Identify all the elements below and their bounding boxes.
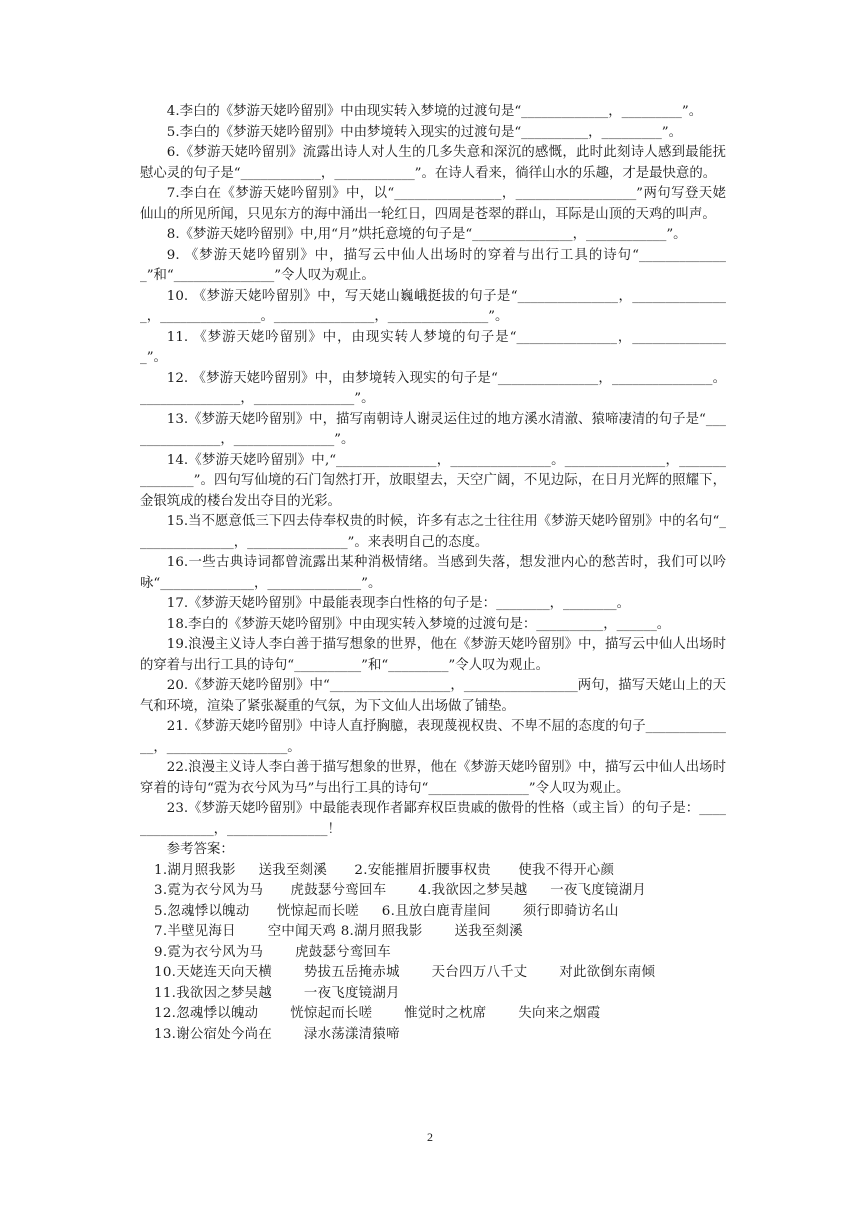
question-item: 12. 《梦游天姥吟留别》中，由梦境转入现实的句子是“_______________，_______________。_______________，_______________”。 [140,370,726,406]
question-item: 18.李白的《梦游天姥吟留别》中由现实转入梦境的过渡句是：__________，______。 [166,616,671,632]
answers-heading: 参考答案： [166,842,234,857]
question-item: 4.李白的《梦游天姥吟留别》中由现实转入梦境的过渡句是“_____________，_________”。 [166,104,703,119]
question-item: 23.《梦游天姥吟留别》中最能表现作者鄙弃权臣贵戚的傲骨的性格（或主旨）的句子是：_______________，_______________！ [140,801,726,837]
question-item: 22.浪漫主义诗人李白善于描写想象的世界，他在《梦游天姥吟留别》中，描写云中仙人出场时穿着的诗句“霓为衣兮风为马”与出行工具的诗句“_______________”令人叹为观止。 [140,760,726,796]
question-item: 16.一些古典诗词都曾流露出某种消极情绪。当感到失落，想发泄内心的愁苦时，我们可以吟咏“______________，______________”。 [140,555,726,591]
question-item: 14.《梦游天姥吟留别》中,“_______________，_______________。_______________，_______________”。四句写仙境的石门訇然打开，放眼望去，天空广阔，不见边际，在日月光辉的照耀下，金银筑成的楼台发出夺目的光彩。 [140,452,726,509]
question-item: 17.《梦游天姥吟留别》中最能表现李白性格的句子是：________，________。 [166,596,630,611]
question-item: 9. 《梦游天姥吟留别》中，描写云中仙人出场时的穿着与出行工具的诗句“______________”和“_______________”令人叹为观止。 [140,247,726,283]
question-item: 6.《梦游天姥吟留别》流露出诗人对人生的几多失意和深沉的感慨，此时此刻诗人感到最能抚慰心灵的句子是“____________，____________”。在诗人看来，徜徉山水的乐趣，才是最快意的。 [140,145,726,181]
page-number: 2 [427,1130,433,1144]
question-item: 21.《梦游天姥吟留别》中诗人直抒胸臆，表现蔑视权贵、不卑不屈的态度的句子______________，__________________。 [140,719,726,755]
question-item: 10. 《梦游天姥吟留别》中，写天姥山巍峨挺拔的句子是“_______________，_______________，_______________。_______________，_______________”。 [140,288,726,324]
answer-line: 9.霓为衣兮风为马 虎鼓瑟兮鸾回车 [154,944,391,960]
question-item: 15.当不愿意低三下四去侍奉权贵的时候，许多有志之士往往用《梦游天姥吟留别》中的名句“_______________，_______________”。来表明自己的态度。 [140,514,726,550]
question-item: 13.《梦游天姥吟留别》中，描写南朝诗人谢灵运住过的地方溪水清澈、猿啼凄清的句子是“_______________，_______________”。 [140,411,726,447]
question-item: 5.李白的《梦游天姥吟留别》中由梦境转入现实的过渡句是“__________，_________”。 [166,124,683,140]
question-item: 11. 《梦游天姥吟留别》中，由现实转人梦境的句子是“_______________，_______________”。 [140,329,726,365]
answer-line: 1.湖月照我影 送我至剡溪 2.安能摧眉折腰事权贵 使我不得开心颜 [154,862,615,878]
answer-line: 3.霓为衣兮风为马 虎鼓瑟兮鸾回车 4.我欲因之梦吴越 一夜飞度镜湖月 [154,883,647,898]
answer-line: 10.天姥连天向天横 势拔五岳掩赤城 天台四万八千丈 对此欲倒东南倾 [154,965,656,980]
page-content [140,102,726,1045]
question-item: 7.李白在《梦游天姥吟留别》中，以“________________，__________________”两句写登天姥仙山的所见所闻，只见东方的海中涌出一轮红日，四周是苍翠的群山，耳际是山顶的天鸡的叫声。 [140,186,726,222]
answer-line: 5.忽魂悸以魄动 恍惊起而长嗟 6.且放白鹿青崖间 须行即骑访名山 [154,903,619,919]
question-item: 20.《梦游天姥吟留别》中“__________________，_________________两句，描写天姥山上的天气和环境，渲染了紧张凝重的气氛，为下文仙人出场做了铺垫。 [140,678,726,714]
question-item: 19.浪漫主义诗人李白善于描写想象的世界，他在《梦游天姥吟留别》中，描写云中仙人出场时的穿着与出行工具的诗句“__________”和“_________”令人叹为观止。 [140,637,726,673]
answer-line: 7.半壁见海日 空中闻天鸡 8.湖月照我影 送我至剡溪 [154,924,523,939]
question-item: 8.《梦游天姥吟留别》中,用“月”烘托意境的句子是“_______________，____________”。 [166,227,687,242]
answer-line: 12.忽魂悸以魄动 恍惊起而长嗟 惟觉时之枕席 失向来之烟霞 [154,1006,601,1021]
answer-line: 11.我欲因之梦吴越 一夜飞度镜湖月 [154,985,400,1001]
answer-line: 13.谢公宿处今尚在 渌水荡漾清猿啼 [154,1026,400,1042]
